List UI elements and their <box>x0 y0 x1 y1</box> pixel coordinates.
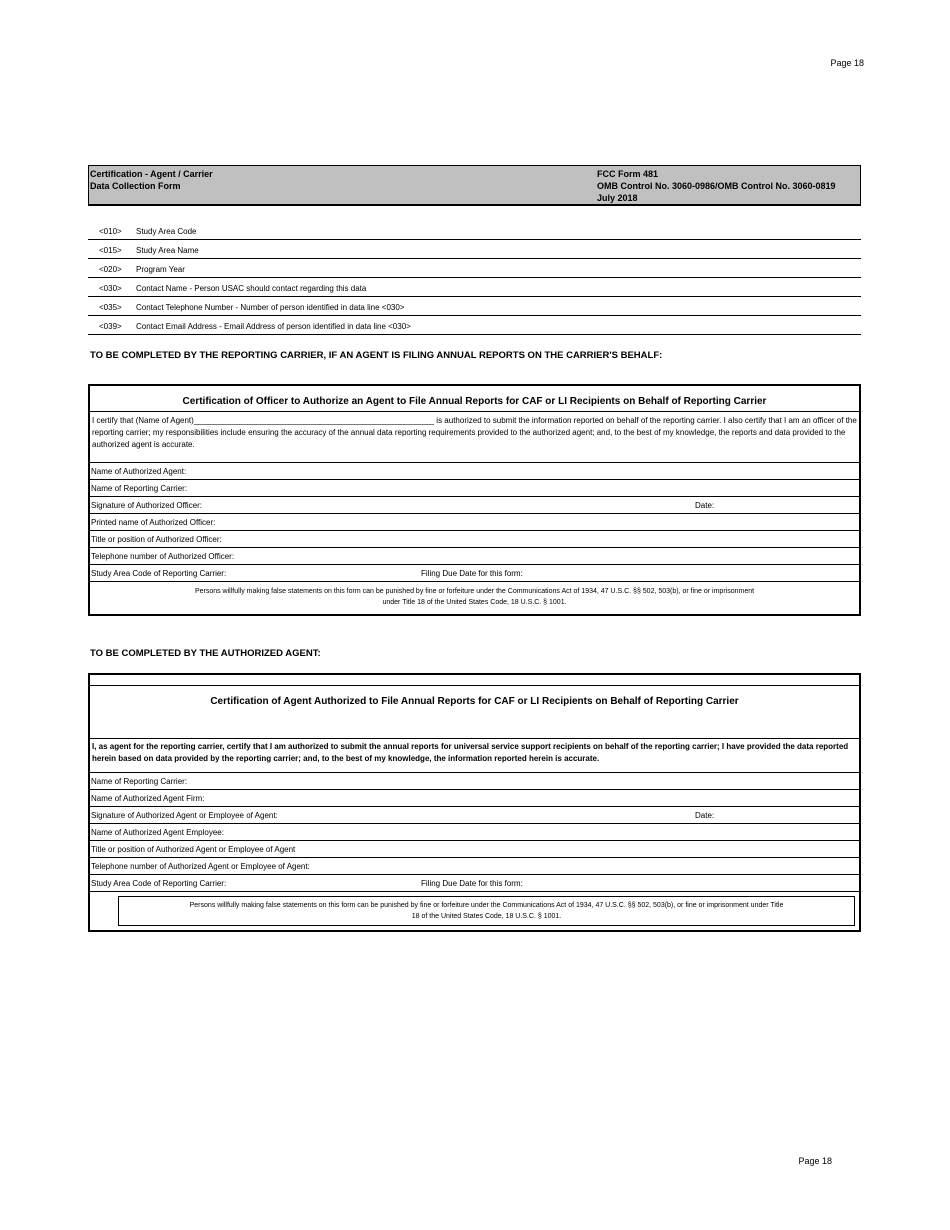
field-reporting-carrier-name[interactable] <box>90 479 859 496</box>
field-label: Printed name of Authorized Officer: <box>91 518 216 527</box>
data-line-code: <010> <box>99 227 122 236</box>
data-line-description: Program Year <box>136 265 185 274</box>
field-label: Signature of Authorized Officer: <box>91 501 203 510</box>
field-date-label: Date: <box>695 501 715 510</box>
agent-certification-statement: I, as agent for the reporting carrier, certify that I am authorized to submit the annual reports for universal service support recipients on behalf of the reporting carrier; I have provided the data reported herein based on data provided by the reporting carrier; and, to the best of my knowledge, the information reported herein is accurate. <box>90 738 859 772</box>
field-label: Study Area Code of Reporting Carrier: <box>91 879 227 888</box>
data-line-010[interactable] <box>88 222 861 240</box>
field-officer-printed-name[interactable] <box>90 513 859 530</box>
officer-certification-statement: I certify that (Name of Agent)______________________________________________________ is authorized to submit the information reported on behalf of the reporting carrier. I also certify that I am an officer of the reporting carrier; my responsibilities include ensuring the accuracy of the annual data reporting requirements provided to the authorized agent; and, to the best of my knowledge, the reports and data provided to the authorized agent is accurate. <box>90 411 859 462</box>
field-label: Title or position of Authorized Agent or Employee of Agent <box>91 845 296 854</box>
agent-certification-title: Certification of Agent Authorized to File Annual Reports for CAF or LI Recipients on Behalf of Reporting Carrier <box>210 696 739 707</box>
page-number-bottom: Page 18 <box>798 1156 832 1166</box>
header-form-number: FCC Form 481 <box>597 169 659 179</box>
data-line-039[interactable] <box>88 317 861 335</box>
data-line-code: <039> <box>99 322 122 331</box>
field-officer-signature[interactable] <box>90 496 859 513</box>
data-line-code: <015> <box>99 246 122 255</box>
header-right <box>597 168 836 204</box>
field-authorized-agent-firm[interactable] <box>90 789 859 806</box>
field-label: Name of Authorized Agent: <box>91 467 187 476</box>
field-study-area-code[interactable] <box>90 874 859 891</box>
field-officer-telephone[interactable] <box>90 547 859 564</box>
data-line-code: <030> <box>99 284 122 293</box>
false-statement-warning <box>118 896 855 926</box>
data-line-code: <020> <box>99 265 122 274</box>
field-study-area-code[interactable] <box>90 564 859 581</box>
field-label: Study Area Code of Reporting Carrier: <box>91 569 227 578</box>
box-top-spacer <box>90 675 859 686</box>
section-heading-carrier: TO BE COMPLETED BY THE REPORTING CARRIER, IF AN AGENT IS FILING ANNUAL REPORTS ON THE CARRIER'S BEHALF: <box>90 350 663 361</box>
data-line-description: Contact Name - Person USAC should contact regarding this data <box>136 284 367 293</box>
header-form-date: July 2018 <box>597 193 638 203</box>
data-lines-list <box>88 222 861 336</box>
data-line-description: Contact Email Address - Email Address of person identified in data line <030> <box>136 322 411 331</box>
field-label: Telephone number of Authorized Officer: <box>91 552 235 561</box>
warning-line: Persons willfully making false statements on this form can be punished by fine or forfeiture under the Communications Act of 1934, 47 U.S.C. §§ 502, 503(b), or fine or imprisonment under Title <box>189 902 784 909</box>
section-heading-agent: TO BE COMPLETED BY THE AUTHORIZED AGENT: <box>90 648 321 659</box>
data-line-035[interactable] <box>88 298 861 316</box>
data-line-015[interactable] <box>88 241 861 259</box>
data-line-code: <035> <box>99 303 122 312</box>
header-left <box>90 168 213 192</box>
page-number-top: Page 18 <box>830 58 864 68</box>
false-statement-warning <box>90 581 859 614</box>
warning-line: Persons willfully making false statements on this form can be punished by fine or forfeiture under the Communications Act of 1934, 47 U.S.C. §§ 502, 503(b), or fine or imprisonment <box>194 588 755 595</box>
field-label: Name of Reporting Carrier: <box>91 484 188 493</box>
data-line-020[interactable] <box>88 260 861 278</box>
field-date-label: Date: <box>695 811 715 820</box>
warning-line: 18 of the United States Code, 18 U.S.C. § 1001. <box>411 913 562 920</box>
warning-line: under Title 18 of the United States Code, 18 U.S.C. § 1001. <box>382 599 567 606</box>
officer-certification-title: Certification of Officer to Authorize an Agent to File Annual Reports for CAF or LI Recipients on Behalf of Reporting Carrier <box>182 396 767 407</box>
field-agent-title[interactable] <box>90 840 859 857</box>
warning-container <box>90 891 859 930</box>
field-label: Telephone number of Authorized Agent or Employee of Agent: <box>91 862 310 871</box>
field-label: Name of Reporting Carrier: <box>91 777 188 786</box>
officer-certification-box <box>88 384 861 616</box>
header-omb-control: OMB Control No. 3060-0986/OMB Control No. 3060-0819 <box>597 181 836 191</box>
data-line-030[interactable] <box>88 279 861 297</box>
field-label: Signature of Authorized Agent or Employee of Agent: <box>91 811 278 820</box>
data-line-description: Study Area Name <box>136 246 199 255</box>
field-filing-due-label: Filing Due Date for this form: <box>421 879 523 888</box>
field-reporting-carrier-name[interactable] <box>90 772 859 789</box>
field-authorized-agent-name[interactable] <box>90 462 859 479</box>
field-agent-signature[interactable] <box>90 806 859 823</box>
field-label: Name of Authorized Agent Firm: <box>91 794 205 803</box>
field-officer-title[interactable] <box>90 530 859 547</box>
field-filing-due-label: Filing Due Date for this form: <box>421 569 523 578</box>
field-label: Name of Authorized Agent Employee: <box>91 828 224 837</box>
agent-certification-box <box>88 673 861 932</box>
field-label: Title or position of Authorized Officer: <box>91 535 222 544</box>
header-form-title: Certification - Agent / Carrier <box>90 169 213 179</box>
form-header <box>88 165 861 206</box>
field-agent-telephone[interactable] <box>90 857 859 874</box>
header-form-subtitle: Data Collection Form <box>90 181 181 191</box>
field-agent-employee-name[interactable] <box>90 823 859 840</box>
data-line-description: Study Area Code <box>136 227 197 236</box>
data-line-description: Contact Telephone Number - Number of person identified in data line <030> <box>136 303 405 312</box>
